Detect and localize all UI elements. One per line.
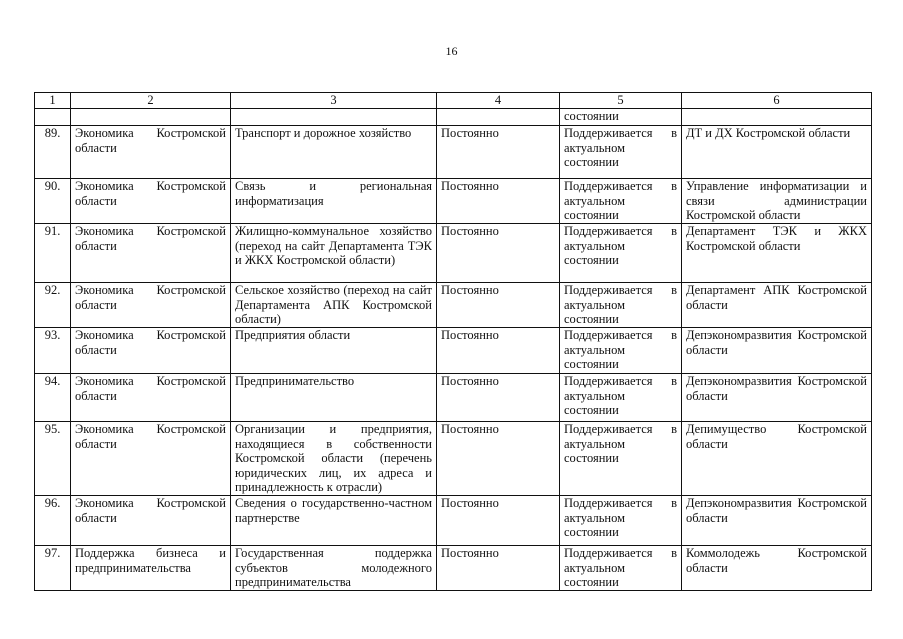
row-owner: Депимущество Костромской области xyxy=(682,422,872,496)
row-name: Предпринимательство xyxy=(231,374,437,422)
header-col-5: 5 xyxy=(560,93,682,109)
row-owner: Депэкономразвития Костромской области xyxy=(682,328,872,374)
row-sphere: Экономика Костромской области xyxy=(71,496,231,546)
row-status: Поддерживается в актуальном состоянии xyxy=(560,224,682,283)
header-row xyxy=(35,93,872,109)
row-name: Предприятия области xyxy=(231,328,437,374)
row-frequency: Постоянно xyxy=(437,422,560,496)
row-status: Поддерживается в актуальном состоянии xyxy=(560,328,682,374)
row-name: Сведения о государственно-частном партнерстве xyxy=(231,496,437,546)
row-owner: Управление информатизации и связи администрации Костромской области xyxy=(682,179,872,224)
row-sphere: Экономика Костромской области xyxy=(71,224,231,283)
table-row xyxy=(35,224,872,283)
header-col-4: 4 xyxy=(437,93,560,109)
row-sphere: Экономика Костромской области xyxy=(71,422,231,496)
row-owner: Департамент ТЭК и ЖКХ Костромской области xyxy=(682,224,872,283)
row-name: Жилищно-коммунальное хозяйство (переход на сайт Департамента ТЭК и ЖКХ Костромской области) xyxy=(231,224,437,283)
row-number: 89. xyxy=(35,126,71,179)
header-col-1: 1 xyxy=(35,93,71,109)
table-row xyxy=(35,496,872,546)
carryover-status: состоянии xyxy=(560,109,682,126)
row-frequency: Постоянно xyxy=(437,283,560,328)
row-status: Поддерживается в актуальном состоянии xyxy=(560,496,682,546)
page-number: 16 xyxy=(445,44,458,58)
row-number: 95. xyxy=(35,422,71,496)
row-status: Поддерживается в актуальном состоянии xyxy=(560,546,682,591)
row-status: Поддерживается в актуальном состоянии xyxy=(560,283,682,328)
row-sphere: Экономика Костромской области xyxy=(71,126,231,179)
row-owner: Депэкономразвития Костромской области xyxy=(682,496,872,546)
row-frequency: Постоянно xyxy=(437,496,560,546)
table-row xyxy=(35,283,872,328)
header-col-2: 2 xyxy=(71,93,231,109)
row-owner: Коммолодежь Костромской области xyxy=(682,546,872,591)
row-status: Поддерживается в актуальном состоянии xyxy=(560,179,682,224)
row-owner: Департамент АПК Костромской области xyxy=(682,283,872,328)
row-sphere: Экономика Костромской области xyxy=(71,328,231,374)
row-sphere: Экономика Костромской области xyxy=(71,374,231,422)
row-sphere: Экономика Костромской области xyxy=(71,283,231,328)
table-row xyxy=(35,328,872,374)
row-frequency: Постоянно xyxy=(437,126,560,179)
row-number: 93. xyxy=(35,328,71,374)
row-frequency: Постоянно xyxy=(437,374,560,422)
row-number: 96. xyxy=(35,496,71,546)
row-number: 91. xyxy=(35,224,71,283)
header-col-6: 6 xyxy=(682,93,872,109)
registry-table xyxy=(34,92,872,591)
row-number: 94. xyxy=(35,374,71,422)
row-frequency: Постоянно xyxy=(437,328,560,374)
row-number: 90. xyxy=(35,179,71,224)
row-name: Связь и региональная информатизация xyxy=(231,179,437,224)
row-frequency: Постоянно xyxy=(437,224,560,283)
carryover-row xyxy=(35,109,872,126)
row-frequency: Постоянно xyxy=(437,179,560,224)
row-status: Поддерживается в актуальном состоянии xyxy=(560,374,682,422)
row-number: 92. xyxy=(35,283,71,328)
table-row xyxy=(35,422,872,496)
row-status: Поддерживается в актуальном состоянии xyxy=(560,422,682,496)
row-name: Транспорт и дорожное хозяйство xyxy=(231,126,437,179)
row-name: Сельское хозяйство (переход на сайт Департамента АПК Костромской области) xyxy=(231,283,437,328)
table-row xyxy=(35,126,872,179)
table-row xyxy=(35,546,872,591)
row-name: Организации и предприятия, находящиеся в собственности Костромской области (перечень юридических лиц, их адреса и принадлежность к отрасли) xyxy=(231,422,437,496)
table-row xyxy=(35,374,872,422)
row-owner: ДТ и ДХ Костромской области xyxy=(682,126,872,179)
row-number: 97. xyxy=(35,546,71,591)
row-sphere: Экономика Костромской области xyxy=(71,179,231,224)
row-frequency: Постоянно xyxy=(437,546,560,591)
row-sphere: Поддержка бизнеса и предпринимательства xyxy=(71,546,231,591)
row-status: Поддерживается в актуальном состоянии xyxy=(560,126,682,179)
table-row xyxy=(35,179,872,224)
header-col-3: 3 xyxy=(231,93,437,109)
row-owner: Депэкономразвития Костромской области xyxy=(682,374,872,422)
row-name: Государственная поддержка субъектов молодежного предпринимательства xyxy=(231,546,437,591)
